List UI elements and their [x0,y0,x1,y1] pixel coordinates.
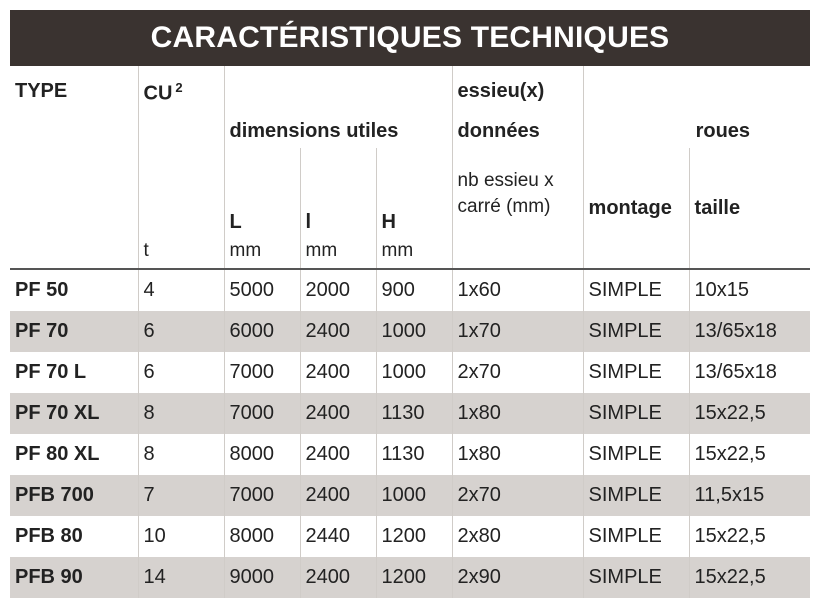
table-row [10,475,810,516]
header-essieu-line1: essieu(x) [452,66,583,120]
cell-l: 2400 [300,434,376,475]
cell-cu: 6 [138,311,224,352]
cell-H: 900 [376,269,452,311]
header-taille: taille [689,148,810,269]
cell-essieu: 1x70 [452,311,583,352]
header-type: TYPE [15,80,68,102]
table-row [10,393,810,434]
cell-taille: 13/65x18 [689,311,810,352]
cell-l: 2440 [300,516,376,557]
cell-l: 2400 [300,393,376,434]
cell-type: PF 70 XL [10,393,138,434]
cell-type: PF 50 [10,269,138,311]
cell-L: 9000 [224,557,300,598]
cell-l: 2000 [300,269,376,311]
header-l: l mm [300,148,376,269]
table-row [10,516,810,557]
cell-l: 2400 [300,352,376,393]
table-row [10,352,810,393]
table-row [10,311,810,352]
table-title: CARACTÉRISTIQUES TECHNIQUES [10,10,810,66]
cell-taille: 15x22,5 [689,434,810,475]
cell-L: 5000 [224,269,300,311]
cell-L: 7000 [224,475,300,516]
header-L: L mm [224,148,300,269]
cell-cu: 10 [138,516,224,557]
cell-H: 1200 [376,557,452,598]
header-dimensions-utiles: dimensions utiles [224,120,452,148]
header-essieu-sub: nb essieu x carré (mm) [452,148,583,269]
cell-cu: 6 [138,352,224,393]
header-cu-unit: t [143,240,149,261]
cell-essieu: 1x80 [452,434,583,475]
cell-montage: SIMPLE [583,393,689,434]
cell-montage: SIMPLE [583,311,689,352]
cell-H: 1000 [376,352,452,393]
cell-type: PF 70 L [15,361,87,383]
cell-essieu: 1x80 [452,393,583,434]
cell-L: 8000 [224,434,300,475]
table-row [10,269,810,311]
cell-l: 2400 [300,557,376,598]
cell-taille: 10x15 [689,269,810,311]
header-cu-superscript: 2 [175,80,183,95]
cell-essieu: 1x60 [452,269,583,311]
cell-type: PF 70 [10,311,138,352]
cell-l: 2400 [300,311,376,352]
cell-cu: 14 [138,557,224,598]
cell-essieu: 2x80 [452,516,583,557]
cell-taille: 15x22,5 [689,393,810,434]
cell-montage: SIMPLE [583,434,689,475]
cell-taille: 15x22,5 [689,557,810,598]
cell-type: PFB 80 [15,525,83,547]
cell-type: PF 80 XL [15,443,100,465]
cell-H: 1130 [376,393,452,434]
header-roues: roues [583,120,810,148]
cell-type: PFB 90 [10,557,138,598]
table-row [10,557,810,598]
cell-montage: SIMPLE [583,516,689,557]
specs-table [10,66,810,598]
cell-cu: 4 [138,269,224,311]
cell-cu: 8 [138,393,224,434]
cell-taille: 11,5x15 [689,475,810,516]
header-dimensions-spacer [224,66,452,120]
cell-taille: 13/65x18 [689,352,810,393]
header-roues-spacer [583,66,810,120]
cell-essieu: 2x70 [452,475,583,516]
cell-H: 1200 [376,516,452,557]
cell-L: 7000 [224,393,300,434]
cell-cu: 8 [138,434,224,475]
cell-essieu: 2x90 [452,557,583,598]
cell-H: 1130 [376,434,452,475]
cell-L: 8000 [224,516,300,557]
table-row [10,434,810,475]
header-essieu-line2: données [452,120,583,148]
cell-H: 1000 [376,475,452,516]
cell-montage: SIMPLE [583,352,689,393]
cell-H: 1000 [376,311,452,352]
cell-L: 6000 [224,311,300,352]
header-montage: montage [583,148,689,269]
cell-montage: SIMPLE [583,269,689,311]
cell-cu: 7 [138,475,224,516]
cell-l: 2400 [300,475,376,516]
cell-montage: SIMPLE [583,557,689,598]
cell-L: 7000 [224,352,300,393]
cell-montage: SIMPLE [583,475,689,516]
cell-essieu: 2x70 [452,352,583,393]
header-H: H mm [376,148,452,269]
cell-taille: 15x22,5 [689,516,810,557]
cell-type: PFB 700 [10,475,138,516]
header-cu: CU $^2$ [138,66,224,120]
